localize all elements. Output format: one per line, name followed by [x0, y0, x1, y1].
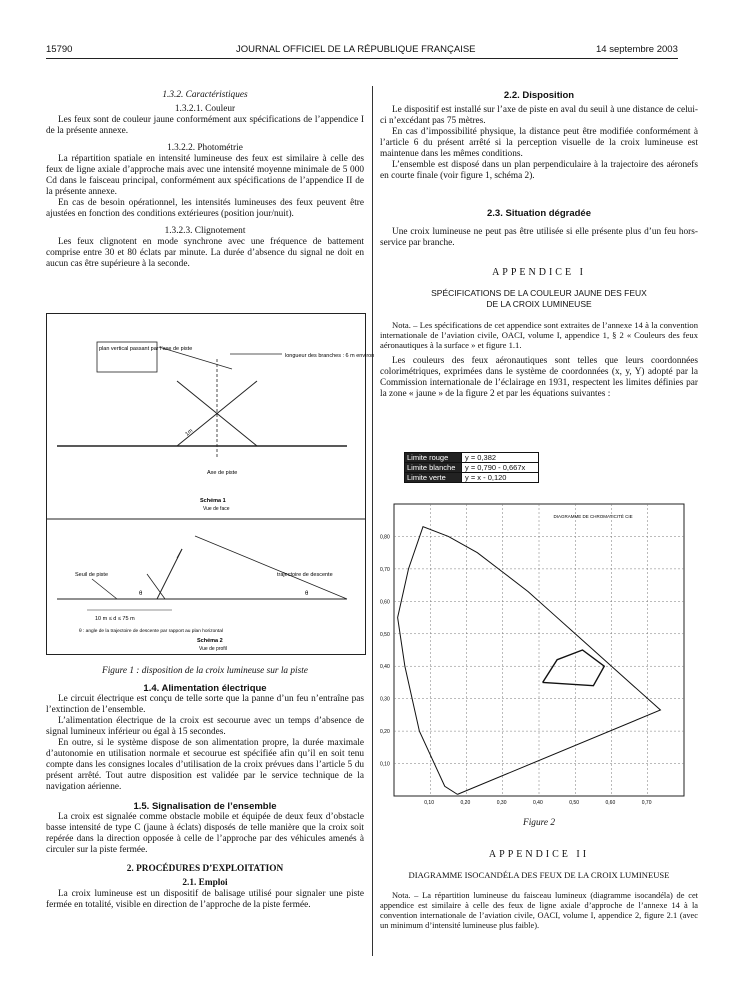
section-heading: 2.1. Emploi	[182, 878, 228, 888]
paragraph: La croix est signalée comme obstacle mobile et équipée de deux feux d’obstacle basse intensité de type C (jaune à éclats) disposés de telle manière que la croix soit repérée dans la direction opposée à celle de l’approche par des véhicules amenés à circuler sur la piste fermée.	[46, 812, 364, 855]
paragraph: Le dispositif est installé sur l’axe de piste en aval du seuil à une distance de celui-ci n’excédant pas 75 mètres.	[380, 105, 698, 126]
limit-equation: y = 0,382	[461, 453, 538, 462]
limit-equation: y = x - 0,120	[461, 473, 538, 482]
series-line	[543, 650, 605, 686]
y-tick-label: 0,40	[380, 664, 390, 671]
section-heading: 1.3.2.3. Clignotement	[164, 226, 246, 236]
right-column-bottom	[380, 818, 698, 931]
section-heading: 2.3. Situation dégradée	[487, 208, 591, 219]
cross-profile-tip	[177, 549, 182, 558]
appendix-heading: APPENDICE I	[492, 267, 586, 278]
page-number: 15790	[46, 44, 73, 55]
left-column-top	[46, 90, 364, 270]
descent-label: trajectoire de descente	[277, 572, 333, 578]
header-rule	[46, 58, 678, 59]
x-tick-label: 0,30	[496, 800, 507, 806]
figure-1-diagram	[47, 314, 375, 654]
y-tick-label: 0,60	[380, 599, 390, 606]
paragraph: Les feux sont de couleur jaune conformément aux spécifications de l’appendice I de la présente annexe.	[46, 115, 364, 136]
chart-title: DIAGRAMME DE CHROMATICITÉ CIE	[553, 514, 633, 519]
page-header	[0, 44, 748, 58]
paragraph: En cas d’impossibilité physique, la distance peut être modifiée conformément à l’article 6 du présent arrêté si la perception visuelle de la croix lumineuse est maintenue dans les mêmes conditions.	[380, 127, 698, 159]
schema-1-subtitle: Vue de face	[203, 506, 230, 512]
paragraph: La répartition spatiale en intensité lumineuse des feux est similaire à celle des feux de ligne axiale d’approche mais avec une intensité moyenne minimale de 5 000 Cd dans le faisceau principal, conformément aux spécifications de l’appendice II de la présente annexe.	[46, 154, 364, 197]
x-tick-label: 0,70	[641, 800, 652, 806]
y-tick-label: 0,80	[380, 534, 390, 541]
paragraph: En cas de besoin opérationnel, les intensités lumineuses des feux peuvent être ajustées en fonction des conditions extérieures (position jour/nuit).	[46, 198, 364, 219]
limits-row	[404, 473, 539, 483]
x-tick-label: 0,40	[533, 800, 543, 806]
appendix-heading: APPENDICE II	[488, 849, 590, 860]
section-heading: 2.2. Disposition	[503, 90, 575, 101]
appendix-title: SPÉCIFICATIONS DE LA COULEUR JAUNE DES FEUX	[431, 288, 647, 298]
right-column-top	[380, 90, 698, 400]
section-heading: 1.3.2. Caractéristiques	[162, 90, 248, 100]
schema-1-title: Schéma 1	[200, 498, 226, 504]
figure-2-caption: Figure 2	[523, 818, 555, 828]
schema-2-subtitle: Vue de profil	[199, 646, 227, 652]
threshold-marker	[92, 579, 117, 599]
distance-label: 10 m ≤ d ≤ 75 m	[95, 616, 135, 622]
limit-name: Limite verte	[405, 473, 461, 482]
limit-name: Limite blanche	[405, 463, 461, 472]
theta-label: θ	[139, 591, 143, 597]
theta-note: θ : angle de la trajectoire de descente par rapport au plan horizontal	[79, 629, 224, 634]
y-tick-label: 0,50	[380, 631, 390, 638]
appendix-note: Nota. – Les spécifications de cet appendice sont extraites de l’annexe 14 à la convention internationale de l’aviation civile, OACI, volume I, appendice 1, § 2 « Couleurs des feux aéronautiques à la surface » et figure 1.1.	[380, 320, 698, 350]
cie-chart-svg	[380, 492, 698, 810]
paragraph: L’alimentation électrique de la croix est secourue avec un temps d’absence de signal lumineux inférieur ou égal à 15 secondes.	[46, 716, 364, 737]
limit-name: Limite rouge	[405, 453, 461, 462]
paragraph: Les feux clignotent en mode synchrone avec une fréquence de battement comprise entre 30 et 80 éclats par minute. La durée d’absence du signal ne doit en aucun cas être supérieure à la seconde.	[46, 237, 364, 269]
issue-date: 14 septembre 2003	[596, 44, 678, 55]
journal-title: JOURNAL OFFICIEL DE LA RÉPUBLIQUE FRANÇAISE	[236, 44, 476, 55]
schema-2-title: Schéma 2	[197, 638, 223, 644]
left-column-bottom	[46, 666, 364, 911]
section-heading: 1.3.2.1. Couleur	[174, 104, 236, 114]
x-tick-label: 0,50	[569, 800, 579, 806]
y-tick-label: 0,10	[380, 761, 390, 768]
figure-2-chart	[380, 492, 698, 810]
limits-row	[404, 463, 539, 473]
x-tick-label: 0,20	[460, 800, 471, 806]
x-tick-label: 0,10	[424, 800, 434, 806]
length-label: longueur des branches : 6 m environ	[285, 353, 375, 359]
section-heading: 1.3.2.2. Photométrie	[167, 143, 243, 153]
figure-1-frame	[46, 313, 375, 655]
section-heading: 2. PROCÉDURES D’EXPLOITATION	[126, 864, 284, 874]
appendix-title: DE LA CROIX LUMINEUSE	[486, 299, 592, 309]
theta-label: θ	[305, 591, 309, 597]
threshold-label: Seuil de piste	[75, 572, 109, 578]
angle-label: 1m	[184, 428, 195, 438]
y-tick-label: 0,30	[380, 696, 390, 703]
section-heading: 1.5. Signalisation de l’ensemble	[133, 801, 277, 812]
x-tick-label: 0,60	[605, 800, 616, 806]
paragraph: Les couleurs des feux aéronautiques sont telles que leurs coordonnées colorimétriques, exprimées dans le système de coordonnées (x, y, Y) adopté par la Commission internationale de l’éclairage en 1931, respectent les limites définies par la zone « jaune » de la figure 2 et par les équations suivantes :	[380, 356, 698, 399]
descent-path	[195, 536, 347, 599]
y-tick-label: 0,20	[380, 729, 390, 736]
limit-equation: y = 0,790 - 0,667x	[461, 463, 538, 472]
cross-profile-back	[147, 574, 165, 599]
limits-table	[404, 452, 539, 483]
paragraph: Une croix lumineuse ne peut pas être utilisée si elle présente plus d’un feu hors-service par branche.	[380, 227, 698, 248]
paragraph: En outre, si le système dispose de son alimentation propre, la durée maximale d’autonomie en utilisation normale et secourue est spécifiée afin qu’il en soit tenu compte dans les consignes locales d’utilisation de la croix prévues dans l’article 5 du présent arrêté. Tout autre disposition est validée par le service technique de la navigation aérienne.	[46, 738, 364, 792]
series-line	[398, 527, 661, 795]
appendix-title: DIAGRAMME ISOCANDÉLA DES FEUX DE LA CROIX LUMINEUSE	[408, 870, 670, 880]
plan-pointer	[159, 347, 232, 369]
paragraph: La croix lumineuse est un dispositif de balisage utilisé pour signaler une piste fermée en totalité, visible en direction de l’approche de la piste fermée.	[46, 889, 364, 910]
plan-label: plan vertical passant par l’axe de piste	[99, 346, 193, 352]
appendix-note: Nota. – La répartition lumineuse du faisceau lumineux (diagramme isocandéla) de cet appendice est similaire à celle des feux de ligne axiale d’approche de l’annexe 14 à la convention internationale de l’aviation civile, OACI, volume I, appendice 2, figure 2.1 (avec un minimum d’intensité lumineuse plus faible).	[380, 891, 698, 930]
axis-label: Axe de piste	[207, 470, 238, 476]
paragraph: Le circuit électrique est conçu de telle sorte que la panne d’un feu n’entraîne pas l’extinction de l’ensemble.	[46, 694, 364, 715]
figure-1-caption: Figure 1 : disposition de la croix lumineuse sur la piste	[102, 666, 308, 676]
paragraph: L’ensemble est disposé dans un plan perpendiculaire à la trajectoire des aéronefs en courte finale (voir figure 1, schéma 2).	[380, 160, 698, 181]
column-divider	[372, 86, 373, 956]
section-heading: 1.4. Alimentation électrique	[143, 683, 267, 694]
limits-row	[404, 452, 539, 463]
y-tick-label: 0,70	[380, 566, 390, 573]
